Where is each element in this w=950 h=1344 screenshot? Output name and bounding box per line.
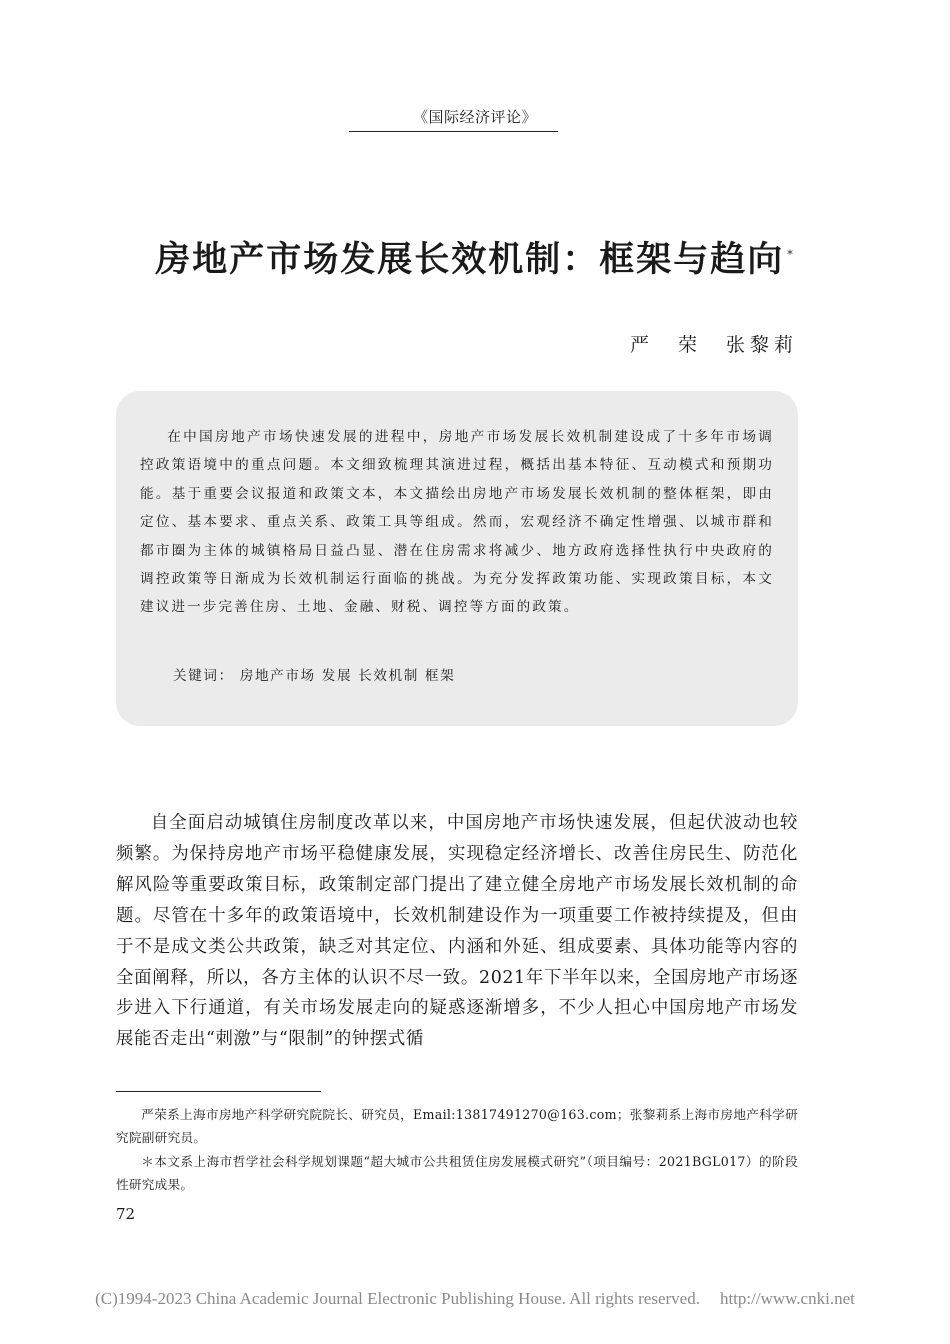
- footnote-funding: ＊本文系上海市哲学社会科学规划课题“超大城市公共租赁住房发展模式研究”（项目编号：2021BGL017）的阶段性研究成果。: [116, 1154, 798, 1192]
- keyword-2: 发展: [321, 668, 353, 684]
- cnki-url: http://www.cnki.net: [719, 1289, 855, 1308]
- keyword-3: 长效机制: [358, 668, 419, 684]
- header-rule: [349, 131, 558, 132]
- copyright-watermark: [0, 1289, 950, 1309]
- author-list: [630, 330, 798, 357]
- footnote-author-info: 严荣系上海市房地产科学研究院院长、研究员，Email:13817491270@163.com；张黎莉系上海市房地产科学研究院副研究员。: [116, 1107, 798, 1145]
- footnote-rule: [116, 1091, 321, 1092]
- abstract-text: 在中国房地产市场快速发展的进程中，房地产市场发展长效机制建设成了十多年市场调控政策语境中的重点问题。本文细致梳理其演进过程，概括出基本特征、互动模式和预期功能。基于重要会议报道和政策文本，本文描绘出房地产市场发展长效机制的整体框架，即由定位、基本要求、重点关系、政策工具等组成。然而，宏观经济不确定性增强、以城市群和都市圈为主体的城镇格局日益凸显、潜在住房需求将减少、地方政府选择性执行中央政府的调控政策等日渐成为长效机制运行面临的挑战。为充分发挥政策功能、实现政策目标，本文建议进一步完善住房、土地、金融、财税、调控等方面的政策。: [140, 429, 774, 616]
- keyword-4: 框架: [424, 668, 456, 684]
- body-paragraph: 自全面启动城镇住房制度改革以来，中国房地产市场快速发展，但起伏波动也较频繁。为保持房地产市场平稳健康发展，实现稳定经济增长、改善住房民生、防范化解风险等重要政策目标，政策制定部门提出了建立健全房地产市场发展长效机制的命题。尽管在十多年的政策语境中，长效机制建设作为一项重要工作被持续提及，但由于不是成文类公共政策，缺乏对其定位、内涵和外延、组成要素、具体功能等内容的全面阐释，所以，各方主体的认识不尽一致。2021年下半年以来，全国房地产市场逐步进入下行通道，有关市场发展走向的疑惑逐渐增多，不少人担心中国房地产市场发展能否走出“刺激”与“限制”的钟摆式循: [116, 813, 798, 1050]
- author-2: 张黎莉: [725, 334, 798, 356]
- keywords: [173, 664, 455, 684]
- abstract-box: [116, 391, 798, 726]
- keywords-label: 关键词：: [173, 668, 234, 684]
- title-footnote-mark: *: [787, 248, 795, 262]
- author-1: 严 荣: [629, 334, 702, 356]
- page-number: 72: [116, 1205, 136, 1223]
- journal-name: 《国际经济评论》: [412, 108, 537, 126]
- copyright-text: (C)1994-2023 China Academic Journal Electronic Publishing House. All rights reserved.: [95, 1289, 700, 1308]
- keyword-1: 房地产市场: [239, 668, 316, 684]
- article-title: [0, 232, 950, 282]
- article-title-text: 房地产市场发展长效机制：框架与趋向: [155, 239, 785, 280]
